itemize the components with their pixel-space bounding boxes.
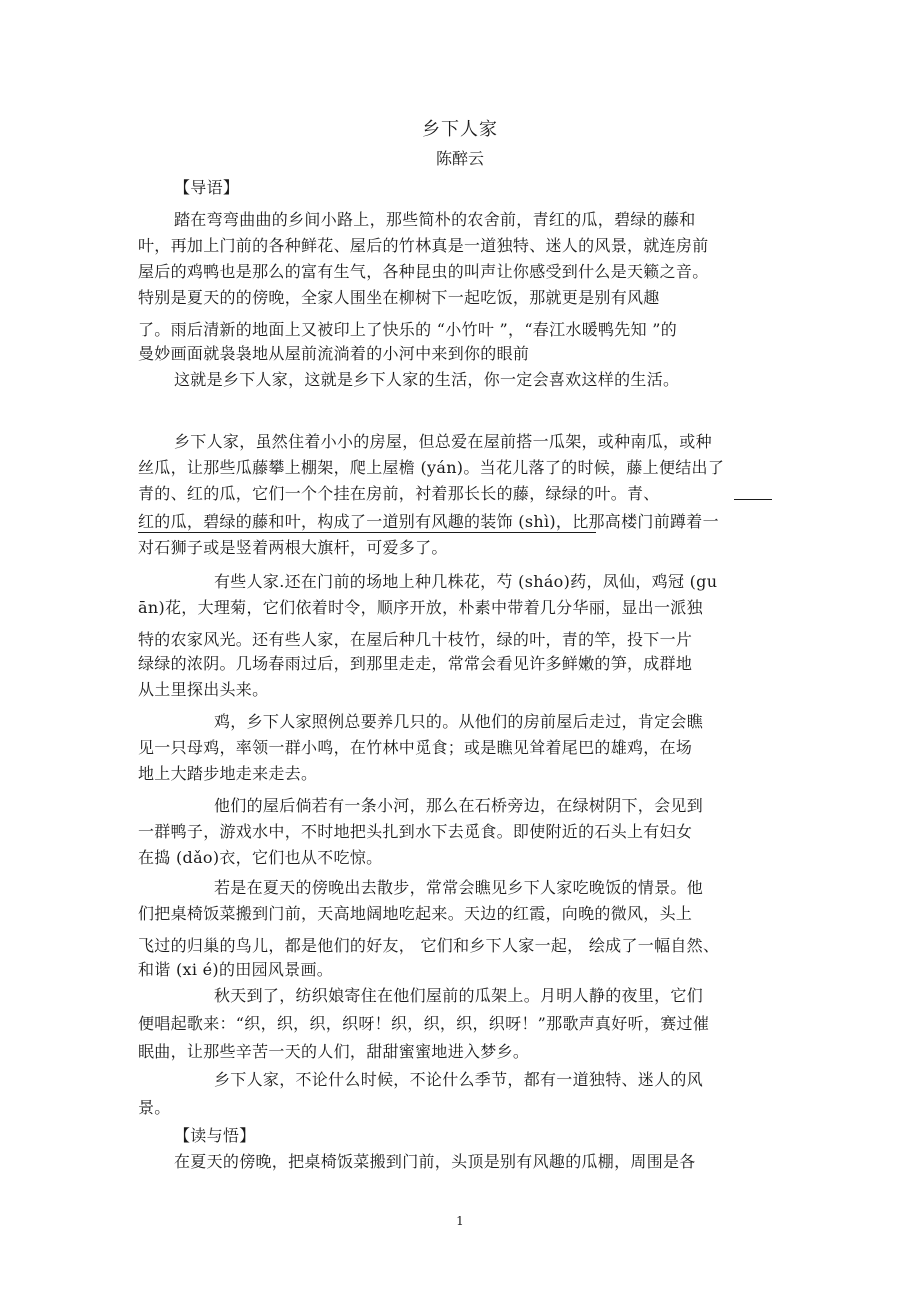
intro-line: 踏在弯弯曲曲的乡间小路上，那些简朴的农舍前，青红的瓜，碧绿的藤和 [174, 210, 696, 229]
body-line: 从土里探出头来。 [138, 680, 269, 699]
reading-line: 在夏天的傍晚，把桌椅饭菜搬到门前，头顶是别有风趣的瓜棚，周围是各 [174, 1152, 696, 1171]
body-line: 一群鸭子，游戏水中，不时地把头扎到水下去觅食。即使附近的石头上有妇女 [138, 822, 693, 841]
body-line: 见一只母鸡，率领一群小鸣，在竹林中觅食；或是瞧见耸着尾巴的雄鸡，在场 [138, 738, 693, 757]
body-line: 鸡，乡下人家照例总要养几只的。从他们的房前屋后走过，肯定会瞧 [214, 712, 704, 731]
intro-line: 屋后的鸡鸭也是那么的富有生气，各种昆虫的叫声让你感受到什么是天籁之音。 [138, 262, 709, 281]
body-line: 红的瓜，碧绿的藤和叶，构成了一道别有风趣的装饰 (shì)，比那高楼门前蹲着一 [138, 512, 719, 531]
body-line: 景。 [138, 1098, 171, 1117]
body-line: 乡下人家，不论什么时候，不论什么季节，都有一道独特、迷人的风 [214, 1070, 704, 1089]
body-line: 和谐 (xi é)的田园风景画。 [138, 960, 334, 979]
underline-mark [138, 532, 596, 533]
body-line: 有些人家.还在门前的场地上种几株花，芍 (sháo)药，凤仙，鸡冠 (gu [214, 572, 718, 591]
body-line: 对石狮子或是竖着两根大旗杆，可爱多了。 [138, 538, 448, 557]
reading-heading: 【读与悟】 [174, 1126, 256, 1145]
intro-line: 曼妙画面就袅袅地从屋前流淌着的小河中来到你的眼前 [138, 344, 530, 363]
body-line: 在捣 (dǎo)衣，它们也从不吃惊。 [138, 848, 383, 867]
body-line: 若是在夏天的傍晚出去散步，常常会瞧见乡下人家吃晚饭的情景。他 [214, 878, 704, 897]
body-line: 地上大踏步地走来走去。 [138, 764, 318, 783]
intro-line: 叶，再加上门前的各种鲜花、屋后的竹林真是一道独特、迷人的风景，就连房前 [138, 236, 709, 255]
page-number: 1 [456, 1214, 464, 1228]
underline-mark [734, 499, 772, 500]
body-line: 他们的屋后倘若有一条小河，那么在石桥旁边，在绿树阴下，会见到 [214, 796, 704, 815]
body-line: ān)花，大理菊，它们依着时令，顺序开放，朴素中带着几分华丽，显出一派独 [138, 598, 703, 617]
body-line: 便唱起歌来：“织，织，织，织呀！织，织，织，织呀！”那歌声真好听，赛过催 [138, 1014, 710, 1033]
intro-line: 这就是乡下人家，这就是乡下人家的生活，你一定会喜欢这样的生活。 [174, 370, 680, 389]
document-title: 乡下人家 [422, 119, 498, 140]
body-line: 眠曲，让那些辛苦一天的人们，甜甜蜜蜜地进入梦乡。 [138, 1042, 530, 1061]
intro-line: 了。雨后清新的地面上又被印上了快乐的 “小竹叶 ”，“春江水暖鸭先知 ”的 [138, 320, 678, 339]
body-line: 乡下人家，虽然住着小小的房屋，但总爱在屋前搭一瓜架，或种南瓜，或种 [174, 432, 712, 451]
intro-line: 特别是夏天的的傍晚，全家人围坐在柳树下一起吃饭，那就更是别有风趣 [138, 288, 660, 307]
body-line: 特的农家风光。还有些人家，在屋后种几十枝竹，绿的叶，青的竿，投下一片 [138, 630, 693, 649]
body-line: 绿绿的浓阴。几场春雨过后，到那里走走，常常会看见许多鲜嫩的笋，成群地 [138, 654, 693, 673]
document-author: 陈醉云 [435, 149, 484, 168]
body-line: 青的、红的瓜，它们一个个挂在房前，衬着那长长的藤，绿绿的叶。青、 [138, 484, 660, 503]
body-line: 秋天到了，纺织娘寄住在他们屋前的瓜架上。月明人静的夜里，它们 [214, 986, 704, 1005]
body-line: 丝瓜，让那些瓜藤攀上棚架，爬上屋檐 (yán)。当花儿落了的时候，藤上便结出了 [138, 458, 725, 477]
intro-heading: 【导语】 [174, 178, 240, 197]
body-line: 们把桌椅饭菜搬到门前，天高地阔地吃起来。天边的红霞，向晚的微风，头上 [138, 904, 693, 923]
body-line: 飞过的归巢的鸟儿，都是他们的好友， 它们和乡下人家一起， 绘成了一幅自然、 [138, 936, 720, 955]
